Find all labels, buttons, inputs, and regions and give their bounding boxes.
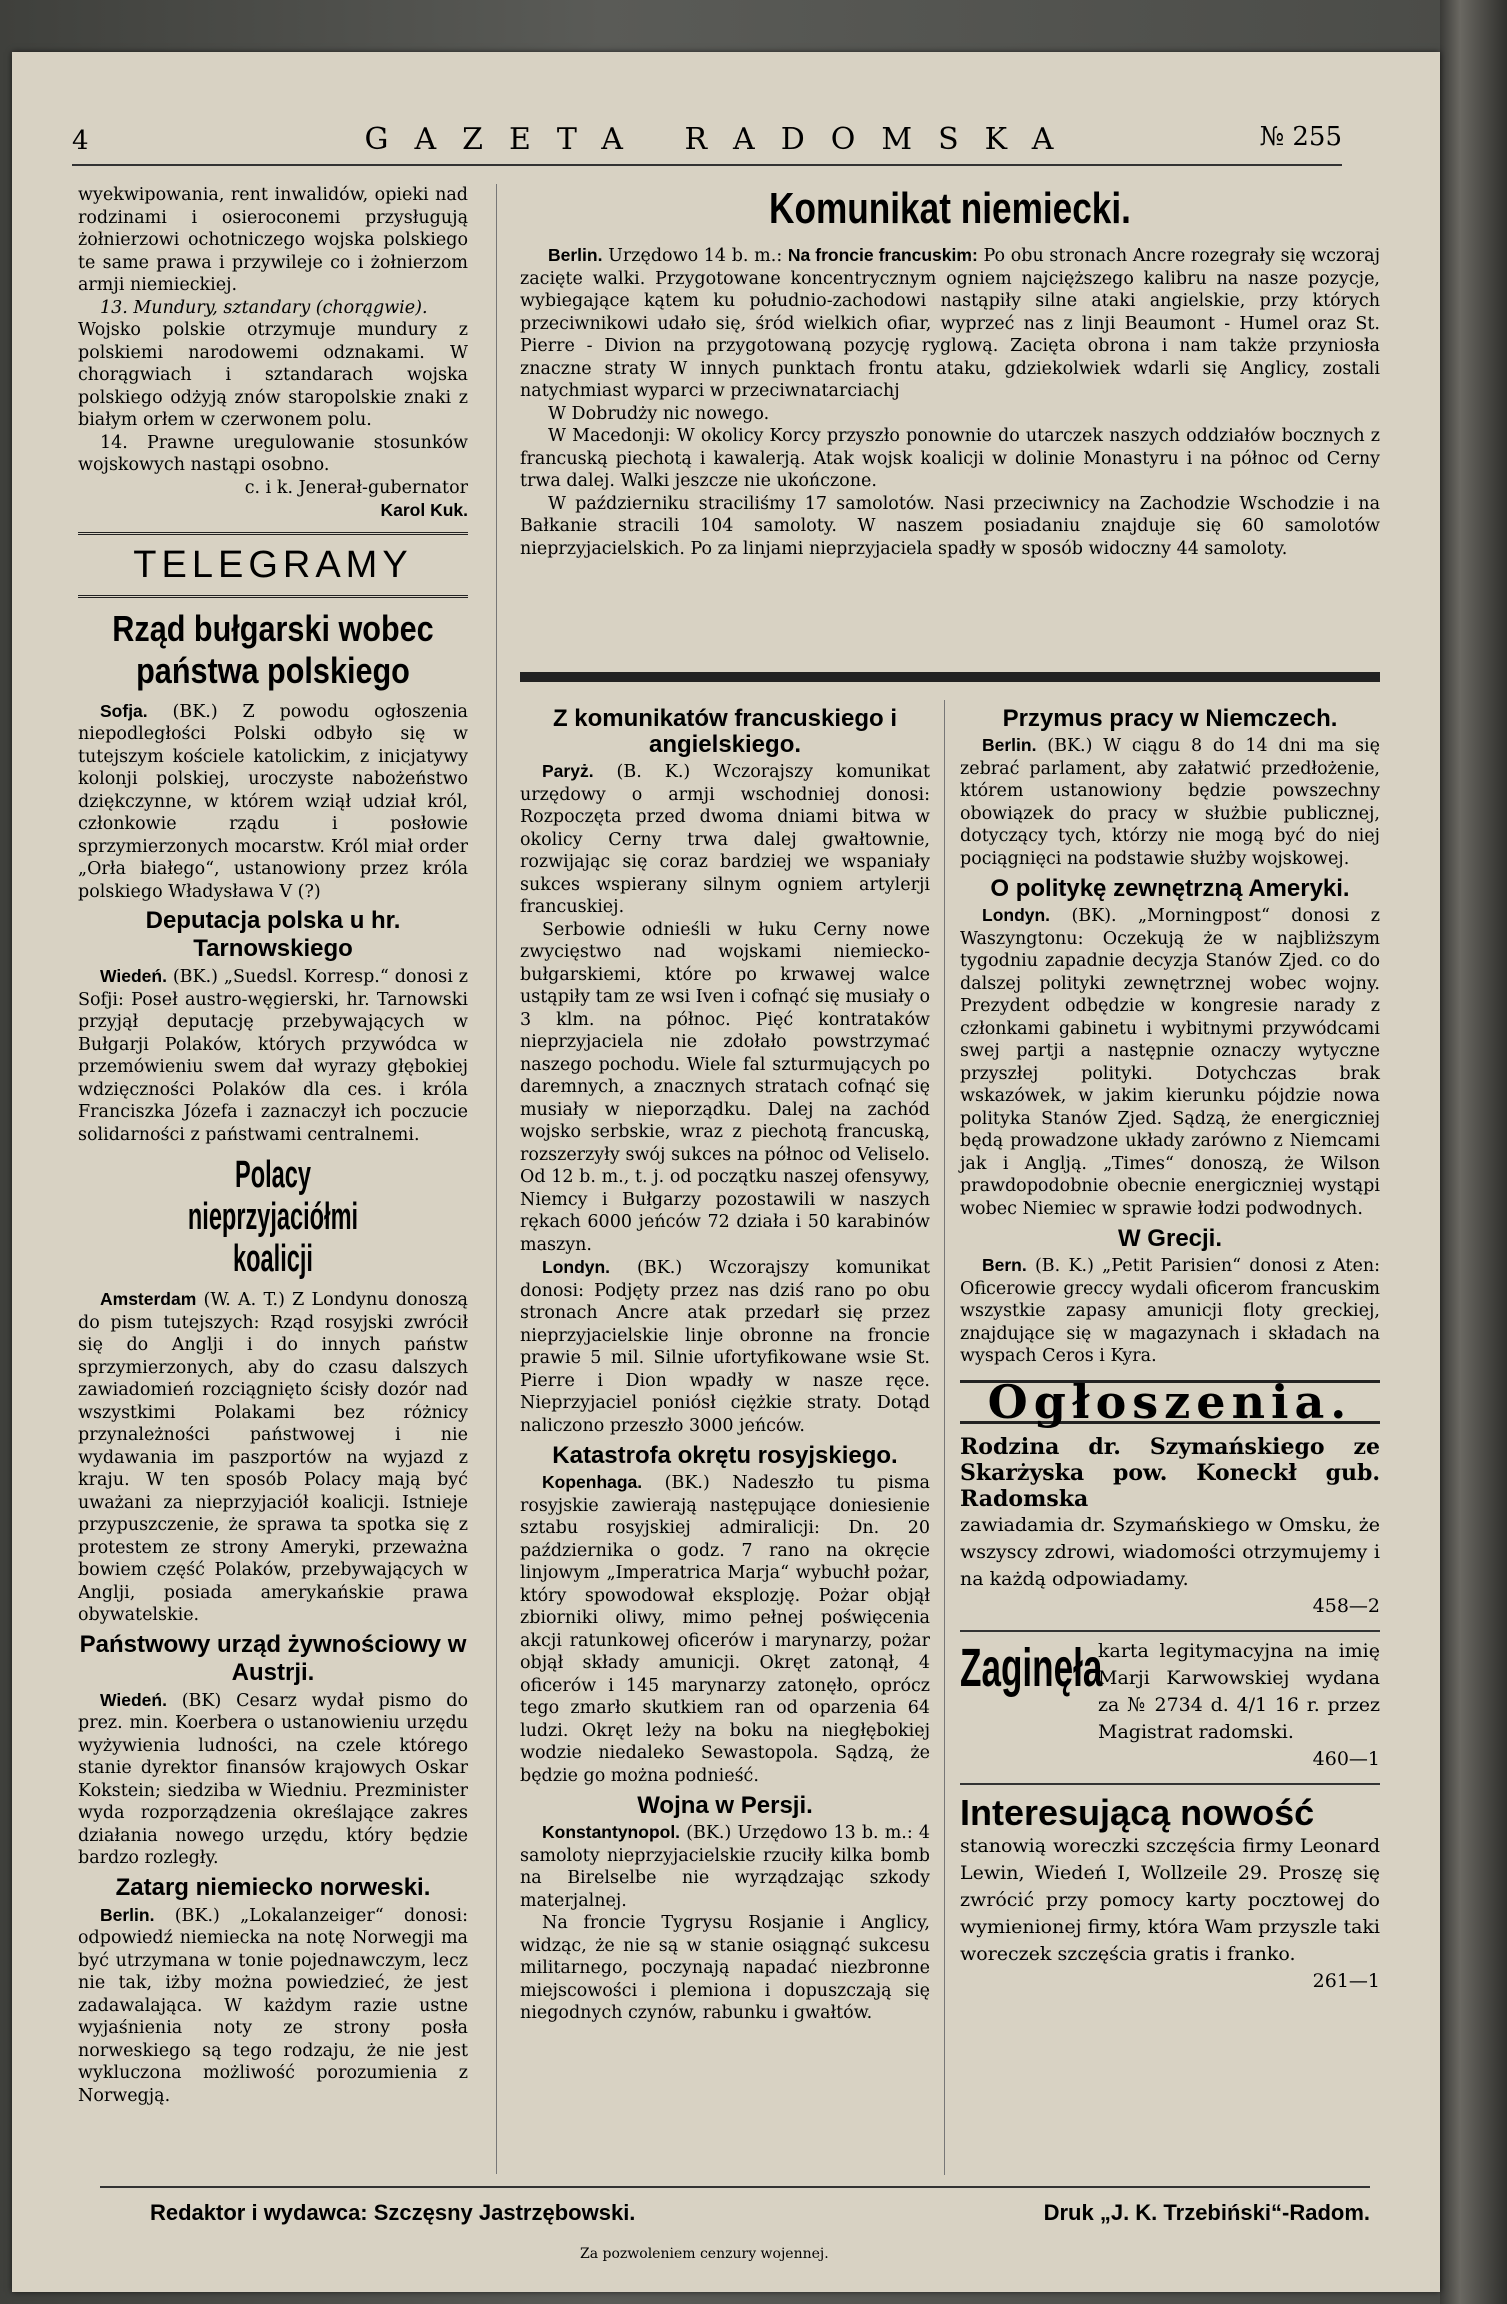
dateline: Amsterdam [100, 1289, 197, 1309]
ad-heading: Rodzina dr. Szymańskiego ze Skarżyska pow. Koneckł gub. Radomska [960, 1434, 1380, 1512]
article-text: W Dobrudży nic nowego. [548, 403, 770, 424]
article-text: (BK.) W ciągu 8 do 14 dni ma się zebrać parlament, aby załatwić przedłożenie, którem ustanowiony będzie powszechny obowiązek do pracy w służbie publicznej, dotyczący tych, którzy nie mogą być do niej pociągnięci na podstawie służby wojskowej. [960, 736, 1380, 869]
dateline: Berlin. [548, 245, 603, 265]
article-text: Urzędowo 14 b. m.: [608, 246, 783, 266]
headline: Z komunikatów francuskiego i angielskiego. [552, 705, 898, 758]
column-divider [496, 184, 497, 2174]
section-header-telegramy: TELEGRAMY [78, 532, 468, 598]
article-text: (BK.) Nadeszło tu pisma rosyjskie zawierają następujące doniesienie sztabu rosyjskiej admiralicji: Dn. 20 października o godz. 7 rano na okręcie linjowym „Imperatrica Marja“ wybuchł pożar, który spowodował eksplozję. Pożar objął zbiorniki oliwy, mimo pełnej poświęcenia akcji ratunkowej oficerów i marynarzy, pożar objął składy amunicji. Okręt zatonął, 4 oficerów i 145 marynarzy zatonęło, oprócz tego zmarło skutkiem ran od oparzenia 64 ludzi. Okręt leży na boku na niegłębokiej wodzie niedaleko Sewastopola. Sądzą, że będzie go można podnieść. [520, 1473, 930, 1786]
dateline: Berlin. [982, 735, 1037, 755]
ad-number: 460—1 [1312, 1748, 1380, 1770]
article-text: W Macedonji: W okolicy Korcy przyszło ponownie do utarczek naszych oddziałów bocznych z francuską piechotą i kawalerją. Atak wojsk koalicji w dolinie Monastyru i na północ od Cerny trwa dalej. Walki jeszcze nie ukończone. [520, 426, 1380, 491]
headline: O politykę zewnętrzną Ameryki. [990, 875, 1350, 902]
editor-line: Redaktor i wydawca: Szczęsny Jastrzębowski. [150, 2200, 636, 2225]
binding-edge [1440, 0, 1507, 2304]
printer-line: Druk „J. K. Trzebiński“-Radom. [1043, 2200, 1370, 2225]
ad-number: 458—2 [1312, 1595, 1380, 1617]
article-text: W październiku straciliśmy 17 samolotów. Nasi przeciwnicy na Zachodzie Wschodzie i na Bałkanie stracili 104 samoloty. W naszem posiadaniu znajduje się 60 samolotów nieprzyjacielskich. Po za linjami nieprzyjaciela spadły w sposób widoczny 44 samoloty. [520, 493, 1380, 559]
section-header-ads: Ogłoszenia. [960, 1380, 1380, 1425]
ad-text: stanowią woreczki szczęścia firmy Leonard Lewin, Wiedeń I, Wollzeile 29. Proszę się zwrócić przy pomocy karty pocztowej do wymienionej firmy, która Wam przyszle taki woreczek szczęścia gratis i franko. [960, 1835, 1380, 1965]
dateline: Konstantynopol. [542, 1822, 681, 1842]
dateline: Wiedeń. [100, 966, 167, 986]
dateline: Wiedeń. [100, 1689, 167, 1710]
article-text: (BK.) „Lokalanzeiger“ donosi: odpowiedź niemiecka na notę Norwegji ma być utrzymana w tonie pojednawczym, lecz nie tak, iżby można powiedzieć, że jest zadawalająca. W każdym razie ustne wyjaśnienia noty ze strony posła norweskiego są tego rodzaju, że nie jest wykluczona możliwość porozumienia z Norwegją. [78, 1905, 468, 2106]
dateline: Londyn. [982, 905, 1051, 925]
column-divider [944, 700, 945, 2175]
dateline: Berlin. [100, 1904, 155, 1925]
headline: Państwowy urząd żywnościowy w Austrji. [79, 1630, 467, 1686]
headline: Komunikat niemiecki. [769, 184, 1131, 233]
dateline: Sofja. [100, 700, 148, 721]
article-text: (BK). „Morningpost“ donosi z Waszyngtonu: Oczekują że w najbliższym tygodniu zapadnie decyzja Stanów Zjed. co do dalszej polityki zewnętrznej wobec wojny. Prezydent odbędzie w kongresie narady z członkami gabinetu i wybitnymi przywódcami swej partji a następnie oznaczy wytyczne przyszłej polityki. Dotychczas brak wskazówek, w jakim kierunku pójdzie nowa polityka Stanów Zjed. Sądzą, że energiczniej będą prowadzone układy zarówno z Niemcami jak i Anglją. „Times“ donoszą, że Wilson prawdopodobnie obecnie energiczniej wystąpi wobec Niemiec w sprawie łodzi podwodnych. [960, 906, 1380, 1219]
headline: W Grecji. [1117, 1225, 1223, 1252]
ad-lucky-bag [960, 1783, 1380, 1995]
section-title: 13. Mundury, sztandary (chorągwie). [100, 297, 428, 318]
headline: Wojna w Persji. [637, 1792, 813, 1819]
article-text: wyekwipowania, rent inwalidów, opieki nad rodzinami i osieroconemi przysługują żołnierzowi ochotniczego wojska polskiego te same prawa i przywileje co i żołnierzom armji niemieckiej. [78, 185, 468, 295]
ad-text: karta legitymacyjna na imię Marji Karwowskiej wydana za № 2734 d. 4/1 16 r. przez Magistrat radomski. [1098, 1640, 1380, 1743]
page-number: 4 [72, 126, 89, 156]
ad-heading: Interesującą nowość [960, 1783, 1380, 1833]
masthead [72, 104, 1342, 166]
ad-text: zawiadamia dr. Szymańskiego w Omsku, że wszyscy zdrowi, wiadomości otrzymujemy i na każdą odpowiadamy. [960, 1514, 1380, 1590]
dateline: Paryż. [542, 761, 594, 781]
headline: Deputacja polska u hr. Tarnowskiego [145, 907, 401, 962]
divider-rule [520, 672, 1380, 682]
dateline: Londyn. [542, 1257, 611, 1277]
article-text: (W. A. T.) Z Londynu donoszą do pism tutejszych: Rząd rosyjski zwrócił się do Anglji i do innych państw sprzymierzonych, aby do czasu dalszych zawiadomień rozciągnięto ścisły dozór nad wszystkimi Polakami bez różnicy przynależności państwowej i nie wydawania im paszportów na wyjazd z kraju. W ten sposób Polacy mają być uważani za nieprzyjaciół koalicji. Istnieje przypuszczenie, że sprawa ta spotka się z protestem ze strony Ameryki, przeważna bowiem część Polaków, przebywających w Anglji, posiada amerykańskie prawa obywatelskie. [78, 1290, 468, 1625]
column-right [960, 700, 1380, 2005]
issue-number: № 255 [1259, 122, 1342, 152]
signature-title: c. i k. Jenerał-gubernator [244, 477, 468, 498]
article-text: (B. K.) „Petit Parisien“ donosi z Aten: Oficerowie greccy wydali oficerom francuskim wszystkie zapasy amunicji floty greckiej, znajdujące się w magazynach i składach na wyspach Ceros i Kyra. [960, 1256, 1380, 1366]
column-left [78, 184, 468, 2107]
komunikat-niemiecki [520, 184, 1380, 560]
ad-number: 261—1 [1312, 1970, 1380, 1992]
front-label: Na froncie francuskim: [787, 245, 978, 265]
article-text: 14. Prawne uregulowanie stosunków wojskowych nastąpi osobno. [78, 432, 468, 475]
paper-name: GAZETA RADOMSKA [364, 122, 1080, 157]
footer [100, 2186, 1370, 2226]
divider-rule [960, 1630, 1380, 1632]
column-middle [520, 700, 930, 2025]
article-text: (B. K.) Wczorajszy komunikat urzędowy o armji wschodniej donosi: Rozpoczęta przed dwoma dniami bitwa w okolicy Cerny trwa dalej gwałtownie, rozwijając się coraz bardziej we wspaniały sukces wspierany silnym ogniem artylerji francuskiej. [520, 762, 930, 917]
headline: Przymus pracy w Niemczech. [1002, 705, 1338, 732]
article-text: (BK.) „Suedsl. Korresp.“ donosi z Sofji: Poseł austro-węgierski, hr. Tarnowski przyjął deputację przebywających w Bułgarji Polaków, których przywódca w przemówieniu swem dał wyrazy głębokiej wdzięczności Polaków dla ces. i króla Franciszka Józefa i zaznaczył ich poczucie solidarności z państwami centralnemi. [78, 967, 468, 1145]
article-text: Serbowie odnieśli w łuku Cerny nowe zwycięstwo nad wojskami niemiecko-bułgarskiemi, które po krwawej walce ustąpiły tam ze wsi Iven i cofnąć się musiały o 3 klm. na północ. Pięć kontrataków nieprzyjaciela nie zdołało powstrzymać naszego pochodu. Wiele fal szturmujących po daremnych, a znacznych stratach cofnąć się musiały w nieporządku. Dalej na zachód wojsko serbskie, wraz z piechotą francuską, rozszerzyły swój sukces na północ od Veliselo. Od 12 b. m., t. j. od początku naszej ofensywy, Niemcy i Bułgarzy pozostawili w naszych rękach 6000 jeńców 72 działa i 50 karabinów maszyn. [520, 919, 930, 1255]
article-text: (BK) Cesarz wydał pismo do prez. min. Koerbera o ustanowieniu urzędu wyżywienia ludności, na czele którego stanie dyrektor finansów krajowych Oskar Kokstein; siedziba w Wiedniu. Prezminister wyda rozporządzenia określające zakres działania nowego urzędu, który będzie bardzo rozległy. [78, 1690, 468, 1868]
article-text: (BK.) Z powodu ogłoszenia niepodległości Polski odbyło się w tutejszym kościele katolickim, z inicjatywy kolonji polskiej, uroczyste nabożeństwo dziękczynne, w którem wziął udział król, członkowie rządu i posłowie sprzymierzonych mocarstw. Król miał order „Orła białego“, ustanowiony przez króla polskiego Władysława V (?) [78, 701, 468, 902]
ad-lost-card [960, 1638, 1380, 1773]
ad-szymanski [960, 1434, 1380, 1620]
article-text: Na froncie Tygrysu Rosjanie i Anglicy, widząc, że nie są w stanie osiągnąć sukcesu militarnego, poczynają napadać niezbronne miejscowości i plemiona i dopuszczają się niegodnych czynów, rabunku i gwałtów. [520, 1913, 930, 2023]
dateline: Bern. [982, 1255, 1027, 1275]
signature-name: Karol Kuk. [380, 500, 468, 520]
headline: Katastrofa okrętu rosyjskiego. [552, 1442, 898, 1469]
headline: Zatarg niemiecko norweski. [115, 1873, 431, 1901]
ad-heading: Zaginęła [960, 1638, 1103, 1698]
headline: Polacy nieprzyjaciółmi koalicji [187, 1154, 359, 1280]
article-text: (BK.) Wczorajszy komunikat donosi: Podjęty przez nas dziś rano po obu stronach Ancre atak przedarł się przez nieprzyjacielskie linje obronne na froncie prawie 5 mil. Silnie ufortyfikowane wsie St. Pierre i Dion wpadły w nasze ręce. Nieprzyjaciel poniósł ciężkie straty. Dotąd naliczono przeszło 3000 jeńców. [520, 1258, 930, 1436]
dateline: Kopenhaga. [542, 1472, 643, 1492]
article-text: (BK.) Urzędowo 13 b. m.: 4 samoloty nieprzyjacielskie rzuciły kilka bomb na Birelselbe nie wyrządzając szkody materjalnej. [520, 1823, 930, 1911]
censor-note: Za pozwoleniem cenzury wojennej. [580, 2246, 829, 2262]
headline: Rząd bułgarski wobec państwa polskiego [112, 607, 434, 691]
article-text: Po obu stronach Ancre rozegrały się wczoraj zacięte walki. Przygotowane koncentrycznym ogniem najcięższego kalibru na nasze pozycje, wybiegające kątem ku południo-zachodowi nastąpiły silne ataki angielskie, przy których przeciwnikowi udało się, śród wielkich ofiar, wyprzeć nas z linji Beaumont - Humel oraz St. Pierre - Divion na przygotowaną pozycję ryglową. Zacięta obrona i nam także przyniosła znaczne straty W innych punktach frontu ataku, gdziekolwiek wdarli się Anglicy, zostali natychmiast wyparci w przeciwnatarciachj [520, 246, 1380, 401]
article-text: Wojsko polskie otrzymuje mundury z polskiemi narodowemi odznakami. W chorągwiach i sztandarach wojska polskiego odżyją znów staropolskie znaki z białym orłem w czerwonem polu. [78, 320, 468, 430]
